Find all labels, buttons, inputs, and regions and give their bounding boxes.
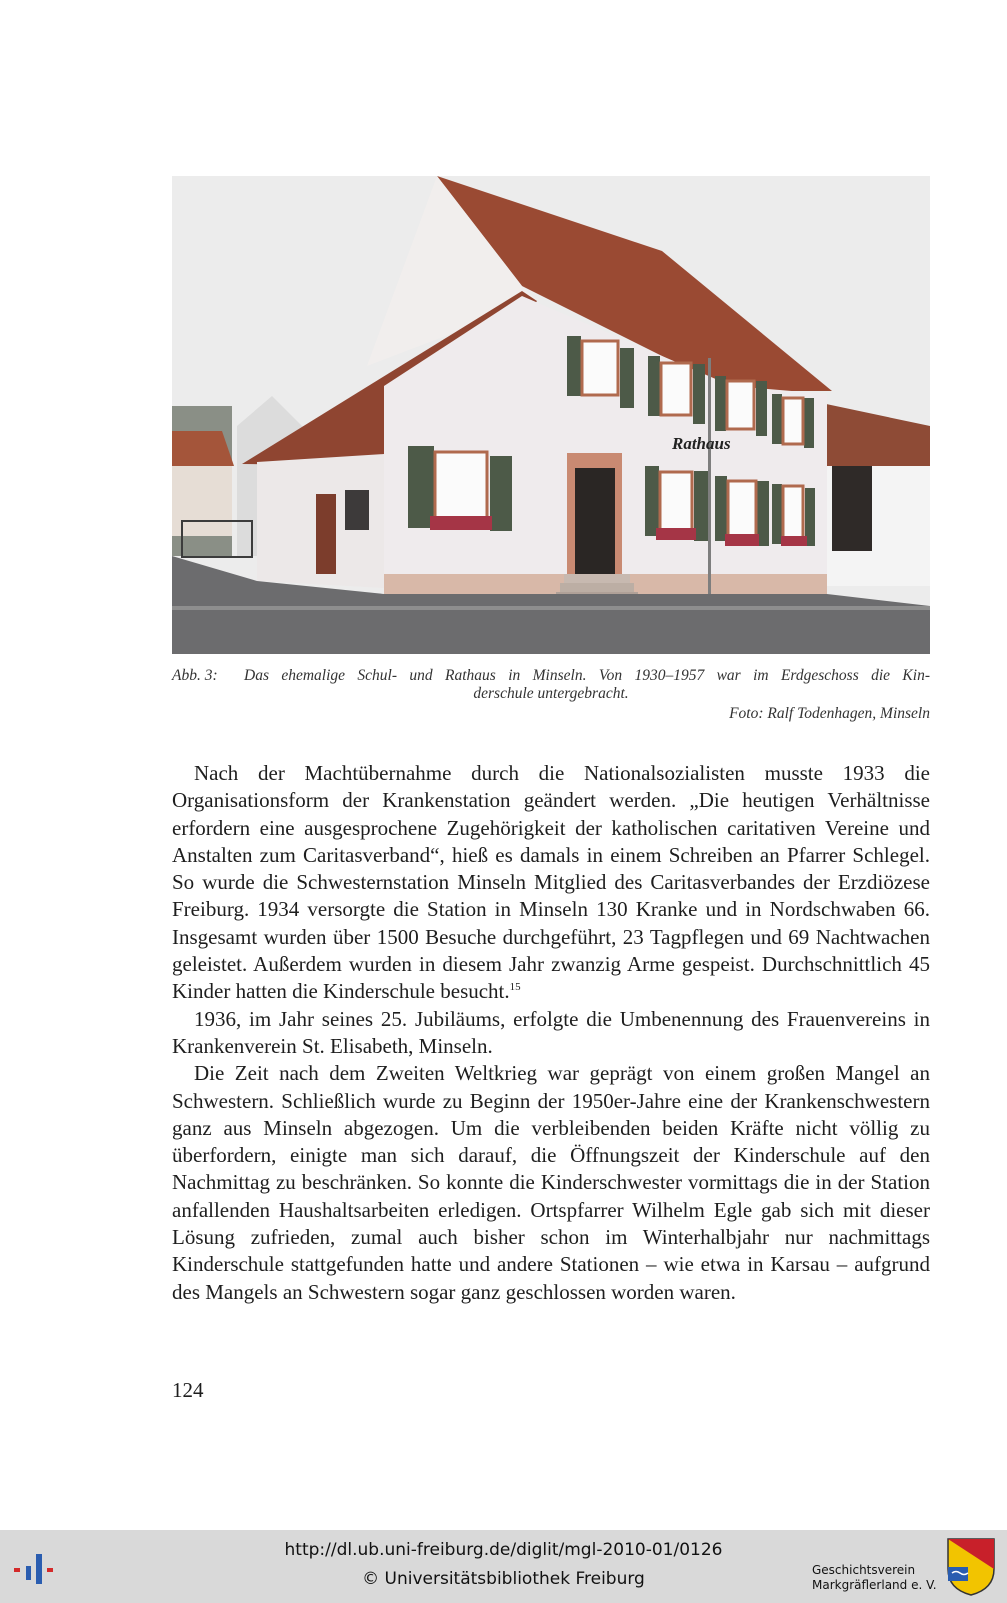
society-name-line-2: Markgräflerland e. V. <box>812 1578 937 1592</box>
society-name <box>812 1563 937 1593</box>
page-number: 124 <box>172 1378 204 1402</box>
paragraph-3: Die Zeit nach dem Zweiten Weltkrieg war geprägt von einem großen Mangel an Schwestern. Schließlich wurde zu Beginn der 1950er-Jahre eine der Krankenschwestern ganz aus Minseln abgezogen. Um die verbleibenden beiden Kräfte nicht völlig zu überfordern, einigte man sich darauf, die Öffnungszeit der Kinderschule auf den Nachmittag zu beschränken. So konnte die Kinderschwester vormittags die in der Station anfallenden Haushaltsarbeiten erledigen. Ortspfarrer Wilhelm Egle gab sich mit dieser Lösung zufrieden, zumal auch bisher schon im Winterhalbjahr nur nachmittags Kinderschule stattgefunden hatte und andere Stationen – wie etwa in Karsau – aufgrund des Mangels an Schwestern sogar ganz geschlossen worden waren. <box>172 1061 930 1304</box>
caption-line-2: derschule untergebracht. <box>473 685 629 702</box>
copyright-text: © Universitätsbibliothek Freiburg <box>362 1569 645 1589</box>
footnote-ref[interactable]: 15 <box>509 981 521 994</box>
paragraph-1: Nach der Machtübernahme durch die Nationalsozialisten musste 1933 die Organisationsform der Krankenstation geändert werden. „Die heutigen Verhältnisse erfordern eine ausgesprochene Zugehörigkeit der katholischen caritativen Vereine und Anstalten zum Caritasverband“, hieß es damals in einem Schreiben an Pfarrer Schlegel. So wurde die Schwesternstation Minseln Mitglied des Caritasverbandes der Erzdiözese Freiburg. 1934 versorgte die Station in Minseln 130 Kranke und in Nordschwaben 66. Insgesamt wurden über 1500 Besuche durchgeführt, 23 Tagpflegen und 69 Nachtwachen geleistet. Außerdem wurden in diesem Jahr zwanzig Arme gespeist. Durchschnittlich 45 Kinder hatten die Kinderschule besucht.$^{15}$ <box>172 761 930 1004</box>
coat-of-arms-icon <box>946 1537 996 1597</box>
paragraph-2: 1936, im Jahr seines 25. Jubiläums, erfolgte die Umbenennung des Frauenvereins in Krankenverein St. Elisabeth, Minseln. <box>172 1006 930 1058</box>
building-photo <box>172 176 930 654</box>
photo-credit: Foto: Ralf Todenhagen, Minseln <box>729 705 930 722</box>
caption-line-1: Das ehemalige Schul- und Rathaus in Minseln. Von 1930–1957 war im Erdgeschoss die Kin- <box>244 667 930 684</box>
footer-bar <box>0 1530 1007 1603</box>
figure-caption <box>172 667 930 723</box>
body-text <box>172 760 930 1306</box>
figure-label: Abb. 3: <box>172 667 218 684</box>
permalink-url[interactable]: http://dl.ub.uni-freiburg.de/diglit/mgl-2010-01/0126 <box>284 1540 723 1560</box>
society-name-line-1: Geschichtsverein <box>812 1563 916 1577</box>
rathaus-sign: Rathaus <box>672 434 731 453</box>
